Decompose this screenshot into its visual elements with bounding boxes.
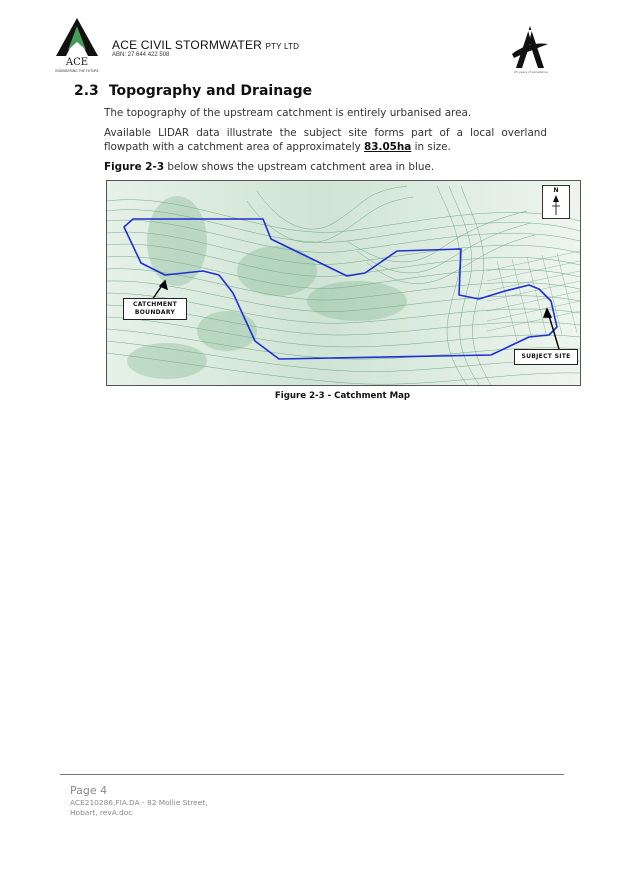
logo-tagline: ENGINEERING THE FUTURE <box>55 69 99 73</box>
abn-text: ABN: 27 644 422 508 <box>112 52 170 58</box>
section-number: 2.3 <box>74 83 99 99</box>
anniversary-logo-icon <box>508 24 550 72</box>
page-number: Page 4 <box>70 784 108 797</box>
company-name-main: ACE CIVIL STORMWATER <box>112 38 263 52</box>
right-logo-caption: 25 years of excellence <box>514 70 548 74</box>
company-name <box>112 38 299 52</box>
catchment-area-value: 83.05ha <box>364 141 412 153</box>
north-label: N <box>553 187 559 194</box>
document-reference <box>70 798 230 818</box>
doc-ref-line2: Hobart, revA.doc <box>70 808 133 817</box>
north-arrow-overlay-icon <box>542 185 570 219</box>
callout-catchment-boundary <box>123 298 187 320</box>
map-graphic <box>107 181 580 385</box>
section-title: Topography and Drainage <box>108 83 313 99</box>
paragraph-lidar <box>104 126 547 154</box>
doc-ref-line1: ACE210286,FIA.DA - 82 Mollie Street, <box>70 798 208 807</box>
section-heading <box>74 83 312 99</box>
figure-caption: Figure 2-3 - Catchment Map <box>274 391 411 401</box>
callout-subject-site: SUBJECT SITE <box>514 349 578 365</box>
callout-catchment-line1: CATCHMENT <box>133 301 177 308</box>
company-suffix: PTY LTD <box>265 42 300 51</box>
lidar-text-end: in size. <box>411 141 451 153</box>
lidar-text-start: Available LIDAR data illustrate the subject site forms part of a local overland flowpath with a catchment area of approximately <box>104 127 547 153</box>
catchment-map <box>106 180 581 386</box>
ace-logo <box>48 16 106 74</box>
figure-ref-text: below shows the upstream catchment area in blue. <box>164 161 435 173</box>
paragraph-topography: The topography of the upstream catchment is entirely urbanised area. <box>104 107 472 119</box>
footer-divider <box>60 774 564 775</box>
figure-reference: Figure 2-3 <box>104 161 165 173</box>
callout-catchment-line2: BOUNDARY <box>134 309 176 316</box>
paragraph-figure-ref <box>104 160 547 174</box>
logo-text: ACE <box>65 57 89 68</box>
